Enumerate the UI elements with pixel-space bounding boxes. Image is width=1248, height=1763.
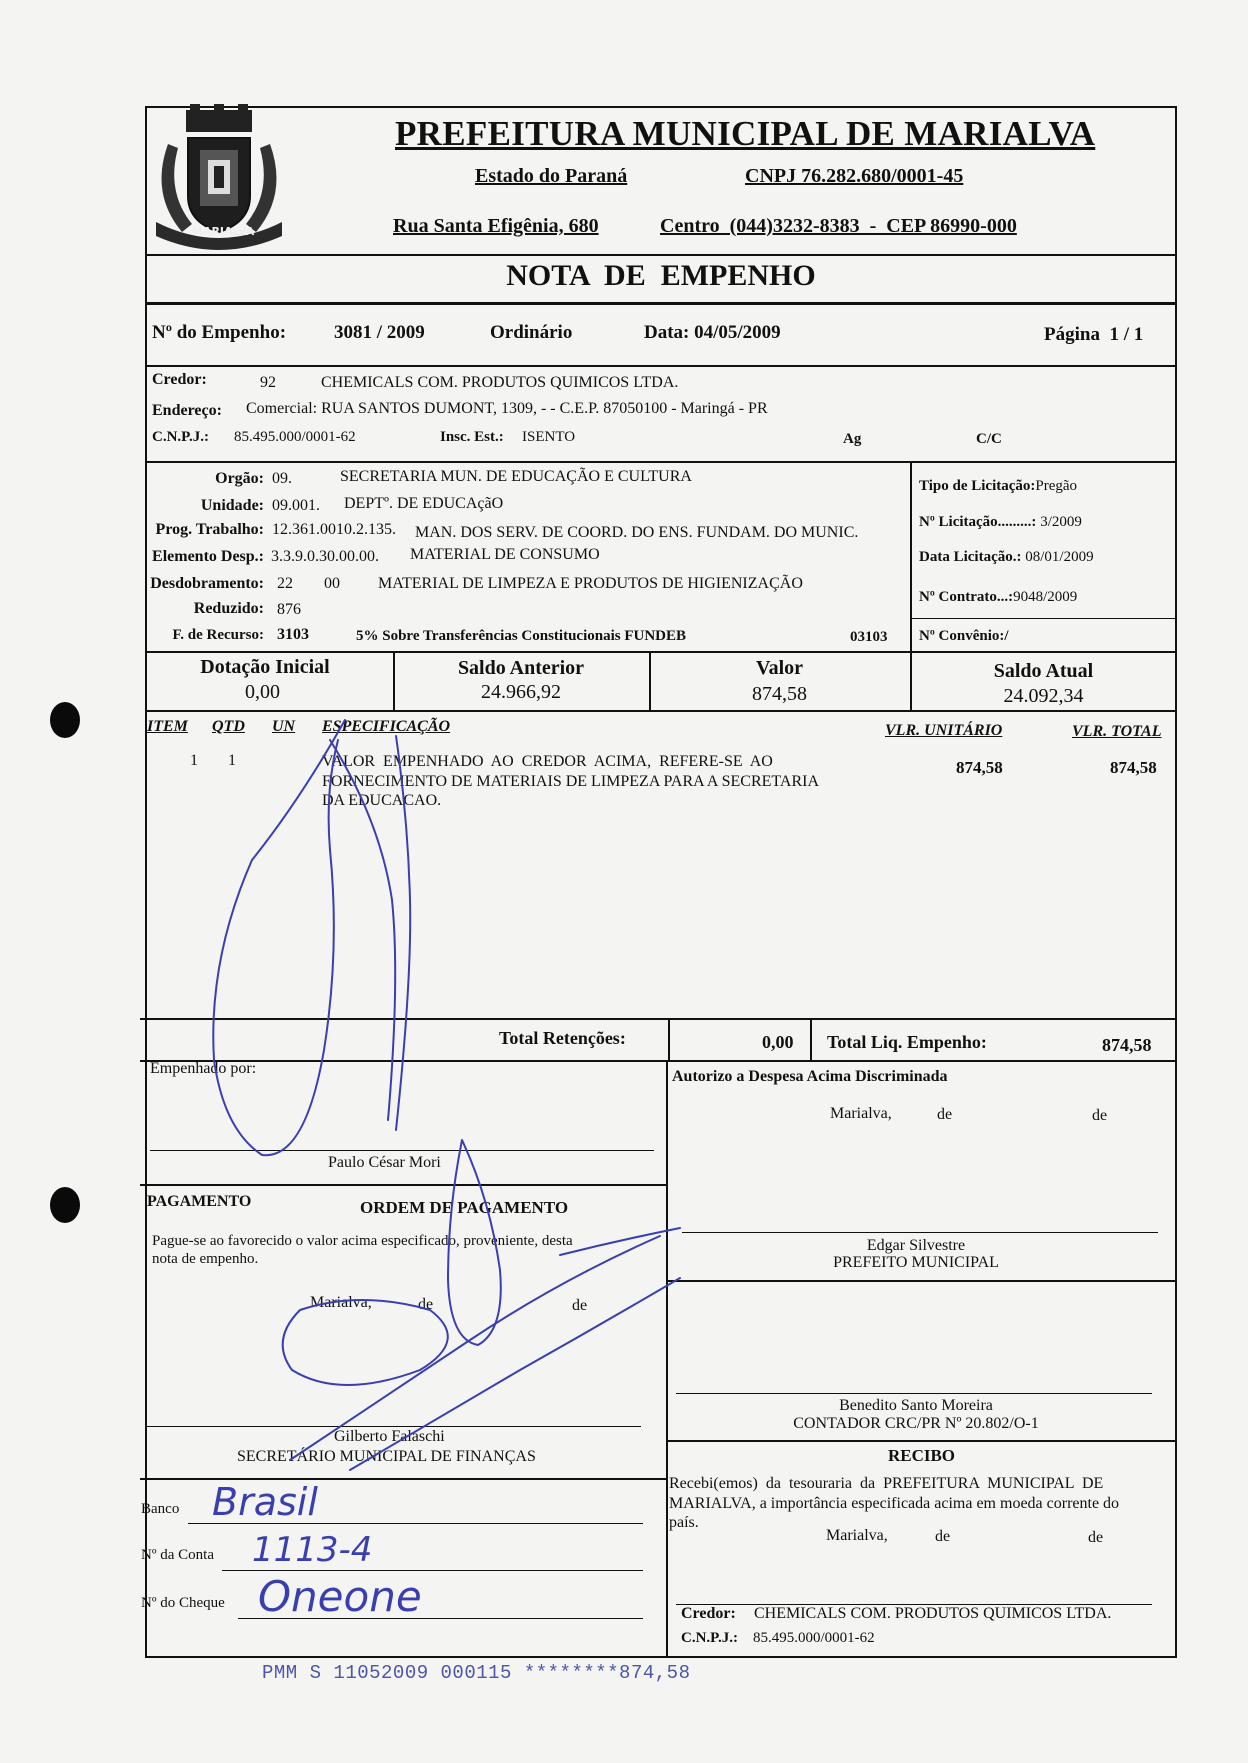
saldo-anterior-label: Saldo Anterior [457, 657, 585, 679]
pagamento-de2: de [572, 1297, 588, 1314]
col-header-unit-value: VLR. UNITÁRIO [885, 722, 1003, 739]
recibo-marialva: Marialva, [826, 1527, 888, 1544]
saldo-anterior-value: 24.966,92 [481, 681, 561, 703]
empenhado-por-label: Empenhado por: [150, 1060, 257, 1077]
prog-code: 12.361.0010.2.135. [272, 521, 396, 538]
autorizo-de2: de [1092, 1107, 1108, 1124]
recibo-text-line3: país. [669, 1514, 699, 1531]
orgao-name: SECRETARIA MUN. DE EDUCAÇÃO E CULTURA [340, 468, 692, 485]
insc-value: ISENTO [522, 429, 576, 445]
pagamento-text-line1: Pague-se ao favorecido o valor acima especificado, proveniente, desta [152, 1233, 573, 1249]
prefeito-title: PREFEITO MUNICIPAL [833, 1254, 999, 1271]
empenho-kind: Ordinário [490, 322, 573, 343]
autorizo-label: Autorizo a Despesa Acima Discriminada [672, 1068, 948, 1085]
autorizo-de1: de [937, 1106, 953, 1123]
prefeito-name: Edgar Silvestre [866, 1237, 966, 1254]
reduzido-label: Reduzido: [193, 600, 264, 617]
conta-handwritten: 1113-4 [252, 1530, 373, 1570]
licitacao-number-value: 3/2009 [1040, 514, 1082, 530]
recibo-de2: de [1088, 1529, 1104, 1546]
elemento-name: MATERIAL DE CONSUMO [410, 546, 600, 563]
bank-processing-stamp: PMM S 11052009 000115 ********874,58 [262, 1662, 691, 1684]
recibo-text-line2: MARIALVA, a importância especificada acima em moeda corrente do [669, 1495, 1120, 1512]
recurso-name: 5% Sobre Transferências Constitucionais FUNDEB [356, 628, 687, 644]
col-header-item: ITEM [147, 718, 188, 735]
total-liquido-value: 874,58 [1102, 1035, 1152, 1055]
col-header-qtd: QTD [212, 718, 245, 735]
recurso-code: 3103 [277, 626, 309, 643]
convenio-label: Nº Convênio:/ [919, 628, 1009, 644]
empenho-number: 3081 / 2009 [334, 322, 425, 343]
empenhado-por-name: Paulo César Mori [328, 1154, 441, 1171]
col-header-total-value: VLR. TOTAL [1072, 723, 1162, 740]
municipality-title: PREFEITURA MUNICIPAL DE MARIALVA [395, 114, 1096, 153]
agency-label: Ag [843, 431, 862, 447]
secretario-title: SECRETÁRIO MUNICIPAL DE FINANÇAS [237, 1448, 536, 1465]
prog-label: Prog. Trabalho: [155, 521, 264, 538]
conta-label: Nº da Conta [141, 1547, 214, 1563]
item-spec-line3: DA EDUCACAO. [322, 792, 442, 809]
page-number: Página 1 / 1 [1044, 324, 1144, 345]
saldo-atual-label: Saldo Atual [993, 660, 1094, 682]
credor-name: CHEMICALS COM. PRODUTOS QUIMICOS LTDA. [321, 374, 679, 391]
valor-label: Valor [755, 657, 804, 679]
municipality-cnpj: CNPJ 76.282.680/0001-45 [745, 165, 964, 187]
orgao-label: Orgão: [215, 470, 264, 487]
municipality-address: Rua Santa Efigênia, 680 [393, 215, 599, 237]
contador-name: Benedito Santo Moreira [839, 1397, 993, 1414]
desdobramento-label: Desdobramento: [150, 575, 264, 592]
retencoes-label: Total Retenções: [499, 1028, 626, 1048]
item-qtd: 1 [228, 752, 236, 769]
saldo-atual-value: 24.092,34 [1003, 685, 1084, 707]
contrato-value: 9048/2009 [1013, 589, 1078, 605]
recibo-cnpj: 85.495.000/0001-62 [753, 1630, 875, 1646]
credor-cnpj: 85.495.000/0001-62 [234, 429, 356, 445]
elemento-code: 3.3.9.0.30.00.00. [271, 548, 379, 565]
dotacao-label: Dotação Inicial [200, 656, 330, 678]
prog-name: MAN. DOS SERV. DE COORD. DO ENS. FUNDAM. DO MUNIC. [415, 524, 859, 541]
desdobramento-code2: 00 [324, 575, 340, 592]
item-spec-line1: VALOR EMPENHADO AO CREDOR ACIMA, REFERE-SE AO [322, 753, 773, 770]
banco-label: Banco [141, 1501, 180, 1517]
banco-handwritten: Brasil [212, 1480, 318, 1524]
cheque-handwritten: Oneone [258, 1572, 422, 1621]
col-header-un: UN [272, 718, 296, 735]
recibo-title: RECIBO [887, 1446, 956, 1465]
recibo-cnpj-label: C.N.P.J.: [681, 1630, 738, 1646]
item-number: 1 [190, 752, 198, 769]
unidade-label: Unidade: [200, 497, 264, 514]
orgao-code: 09. [272, 470, 292, 487]
credor-label: Credor: [152, 371, 207, 388]
recurso-code2: 03103 [850, 629, 888, 645]
pagamento-text-line2: nota de empenho. [152, 1251, 259, 1267]
autorizo-marialva: Marialva, [830, 1105, 892, 1122]
credor-code: 92 [260, 374, 276, 391]
contador-title: CONTADOR CRC/PR Nº 20.802/O-1 [793, 1415, 1039, 1432]
ordem-pagamento-label: ORDEM DE PAGAMENTO [360, 1198, 569, 1217]
pagamento-label: PAGAMENTO [147, 1193, 252, 1210]
item-unit-value: 874,58 [956, 758, 1003, 777]
contrato-label: Nº Contrato...: [919, 589, 1014, 605]
licitacao-date-label: Data Licitação.: [919, 549, 1022, 565]
recibo-de1: de [935, 1528, 951, 1545]
document-title: NOTA DE EMPENHO [506, 259, 816, 292]
account-label: C/C [976, 431, 1002, 447]
licitacao-type-value: Pregão [1035, 478, 1078, 494]
licitacao-number-label: Nº Licitação.........: [919, 514, 1037, 530]
pagamento-de1: de [418, 1296, 434, 1313]
empenho-number-label: Nº do Empenho: [152, 322, 287, 343]
recibo-credor-label: Credor: [681, 1605, 736, 1622]
licitacao-date-value: 08/01/2009 [1025, 549, 1094, 565]
municipality-contact: Centro (044)3232-8383 - CEP 86990-000 [660, 215, 1017, 237]
desdobramento-name: MATERIAL DE LIMPEZA E PRODUTOS DE HIGIENIZAÇÃO [378, 575, 803, 592]
item-total-value: 874,58 [1110, 758, 1157, 777]
total-liquido-label: Total Liq. Empenho: [827, 1032, 987, 1052]
cheque-label: Nº do Cheque [141, 1595, 225, 1611]
cnpj-label: C.N.P.J.: [152, 429, 209, 445]
crest-banner-text: MARIALVA [192, 225, 255, 238]
unidade-code: 09.001. [272, 497, 320, 514]
elemento-label: Elemento Desp.: [152, 548, 264, 565]
col-header-spec: ESPECIFICAÇÃO [322, 718, 451, 735]
unidade-name: DEPTº. DE EDUCAçãO [344, 495, 504, 512]
insc-label: Insc. Est.: [440, 429, 504, 445]
item-spec-line2: FORNECIMENTO DE MATERIAIS DE LIMPEZA PARA A SECRETARIA [322, 773, 819, 790]
state-name: Estado do Paraná [475, 165, 628, 187]
recurso-label: F. de Recurso: [172, 627, 264, 643]
retencoes-value: 0,00 [762, 1032, 794, 1052]
endereco-label: Endereço: [152, 402, 222, 419]
recibo-credor-name: CHEMICALS COM. PRODUTOS QUIMICOS LTDA. [754, 1605, 1112, 1622]
secretario-name: Gilberto Falaschi [334, 1428, 445, 1445]
desdobramento-code1: 22 [277, 575, 293, 592]
reduzido-value: 876 [277, 601, 301, 618]
pagamento-marialva: Marialva, [310, 1294, 372, 1311]
credor-address: Comercial: RUA SANTOS DUMONT, 1309, - - C.E.P. 87050100 - Maringá - PR [246, 400, 768, 417]
recibo-text-line1: Recebi(emos) da tesouraria da PREFEITURA MUNICIPAL DE [669, 1475, 1104, 1492]
dotacao-value: 0,00 [245, 681, 280, 703]
empenho-date: Data: 04/05/2009 [644, 322, 781, 343]
valor-value: 874,58 [752, 683, 807, 705]
licitacao-type-label: Tipo de Licitação: [919, 478, 1036, 494]
